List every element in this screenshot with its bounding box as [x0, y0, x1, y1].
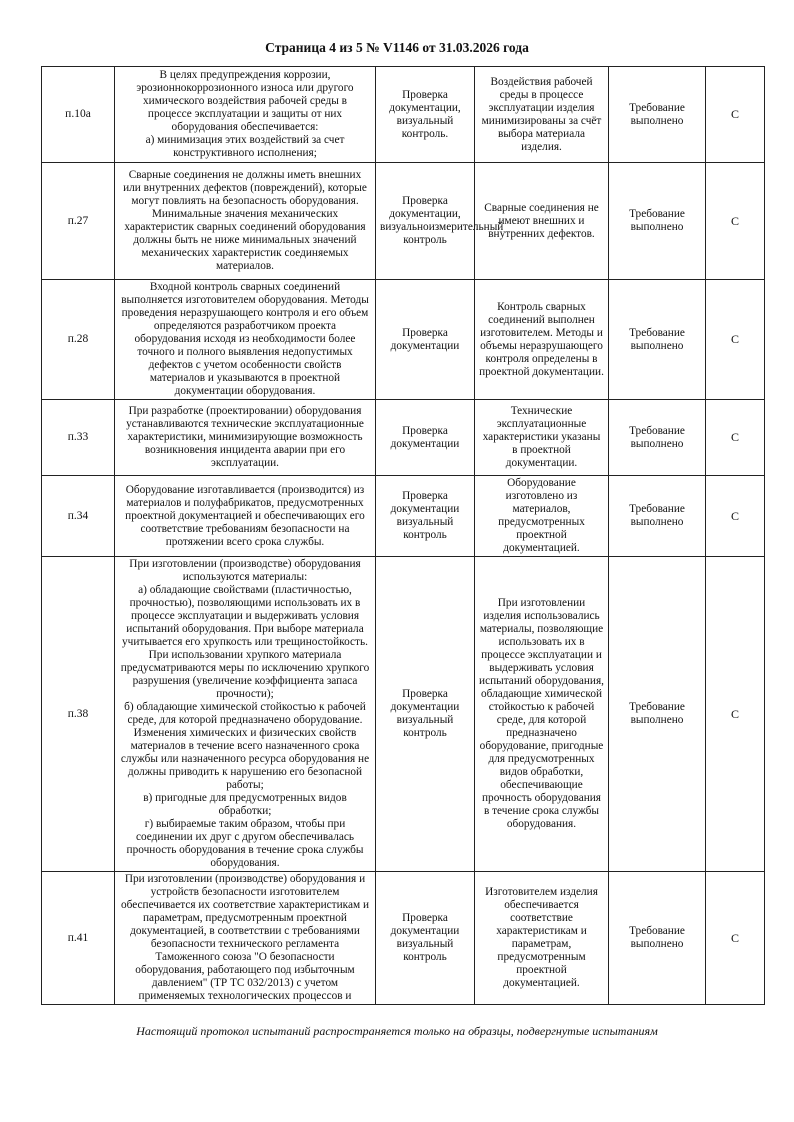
result-cell: Контроль сварных соединений выполнен изготовителем. Методы и объемы неразрушающего контроля определены в проектной документации. — [475, 280, 609, 400]
requirement-cell — [115, 400, 376, 476]
table-row — [42, 557, 765, 872]
mark-cell: С — [706, 476, 765, 557]
method-cell: Проверка документации, визуальный контроль. — [376, 67, 475, 163]
table-row — [42, 476, 765, 557]
requirement-text: При изготовлении (производстве) оборудования используются материалы: а) обладающие свойствами (пластичностью, прочностью), позволяющими использовать их в процессе эксплуатации и выдерживать условия испытаний оборудования. При выборе материала учитывается его хрупкость или трещиностойкость. При использовании хрупкого материала предусматриваются меры по исключению хрупкого разрушения (увеличение коэффициента запаса прочности); б) обладающие химической стойкостью к рабочей среде, для которой предназначено оборудование. Изменения химических и физических свойств материалов в течение всего назначенного срока службы или назначенного ресурса оборудования не должны приводить к нарушению его безопасной работы; в) пригодные для предусмотренных видов обработки; г) выбираемые таким образом, чтобы при соединении их друг с другом обеспечивалась прочность оборудования в течение срока службы оборудования. — [120, 558, 370, 869]
requirement-cell — [115, 280, 376, 400]
clause-cell: п.41 — [42, 872, 115, 1005]
clause-cell: п.33 — [42, 400, 115, 476]
result-cell: Изготовителем изделия обеспечивается соответствие характеристикам и параметрам, предусмотренным проектной документацией. — [475, 872, 609, 1005]
requirement-text: При изготовлении (производстве) оборудования и устройств безопасности изготовителем обеспечивается их соответствие характеристикам и параметрам, предусмотренным проектной документацией, в соответствии с требованиями безопасности технического регламента Таможенного союза "О безопасности оборудования, работающего под избыточным давлением" (ТР ТС 032/2013) с учетом применяемых технологических процессов и — [120, 873, 370, 1002]
requirement-cell — [115, 476, 376, 557]
conclusion-cell: Требование выполнено — [609, 872, 706, 1005]
requirement-text: При разработке (проектировании) оборудования устанавливаются технические эксплуатационные характеристики, минимизирующие возможность возникновения инцидента аварии при его эксплуатации. — [126, 405, 364, 469]
mark-cell: С — [706, 872, 765, 1005]
table-row — [42, 872, 765, 1005]
requirement-cell — [115, 163, 376, 280]
clause-cell: п.38 — [42, 557, 115, 872]
conclusion-cell: Требование выполнено — [609, 280, 706, 400]
result-cell: При изготовлении изделия использовались материалы, позволяющие использовать их в процессе эксплуатации и выдерживать условия испытаний оборудования, обладающие химической стойкостью к рабочей среде, для которой предназначено оборудование, пригодные для предусмотренных видов обработки, обеспечивающие прочность оборудования в течение срока службы оборудования. — [475, 557, 609, 872]
requirement-text: Сварные соединения не должны иметь внешних или внутренних дефектов (повреждений), которые могут повлиять на безопасность оборудования. Минимальные значения механических характеристик сварных соединений оборудования должны быть не ниже минимальных значений механических характеристик соединяемых материалов. — [123, 169, 367, 272]
requirement-text: Входной контроль сварных соединений выполняется изготовителем оборудования. Методы проведения неразрушающего контроля и его объем определяются разработчиком проекта оборудования исходя из необходимости более точного и полного выявления недопустимых дефектов с учетом особенности свойств материалов и указываются в проектной документации оборудования. — [121, 281, 369, 397]
table-row — [42, 67, 765, 163]
method-cell: Проверка документации — [376, 280, 475, 400]
mark-cell: С — [706, 163, 765, 280]
conclusion-cell: Требование выполнено — [609, 67, 706, 163]
conclusion-cell: Требование выполнено — [609, 476, 706, 557]
mark-cell: С — [706, 280, 765, 400]
method-cell: Проверка документации визуальный контроль — [376, 476, 475, 557]
mark-cell: С — [706, 557, 765, 872]
requirement-text: Оборудование изготавливается (производится) из материалов и полуфабрикатов, предусмотренных проектной документацией и обеспечивающих его соответствие требованиям безопасности на протяжении всего срока службы. — [125, 483, 365, 548]
table-row — [42, 400, 765, 476]
method-cell: Проверка документации визуальный контроль — [376, 557, 475, 872]
method-cell: Проверка документации визуальный контроль — [376, 872, 475, 1005]
page-header: Страница 4 из 5 № V1146 от 31.03.2026 года — [265, 40, 529, 55]
mark-cell: С — [706, 400, 765, 476]
method-cell: Проверка документации — [376, 400, 475, 476]
mark-cell: С — [706, 67, 765, 163]
requirement-text: В целях предупреждения коррозии, эрозионнокоррозионного износа или другого химического воздействия рабочей среды в процессе эксплуатации и защиты от них оборудования обеспечивается: а) минимизация этих воздействий за счет конструктивного исполнения; — [136, 69, 354, 159]
result-cell: Оборудование изготовлено из материалов, предусмотренных проектной документацией. — [475, 476, 609, 557]
result-cell: Технические эксплуатационные характеристики указаны в проектной документации. — [475, 400, 609, 476]
requirement-cell — [115, 872, 376, 1005]
clause-cell: п.28 — [42, 280, 115, 400]
result-cell: Воздействия рабочей среды в процессе эксплуатации изделия минимизированы за счёт выбора материала изделия. — [475, 67, 609, 163]
conclusion-cell: Требование выполнено — [609, 163, 706, 280]
clause-cell: п.27 — [42, 163, 115, 280]
table-row — [42, 280, 765, 400]
conclusion-cell: Требование выполнено — [609, 557, 706, 872]
result-cell: Сварные соединения не имеют внешних и внутренних дефектов. — [475, 163, 609, 280]
table-row — [42, 163, 765, 280]
method-cell: Проверка документации, визуальноизмерительный контроль — [376, 163, 475, 280]
requirement-cell — [115, 557, 376, 872]
requirement-cell — [115, 67, 376, 163]
conclusion-cell: Требование выполнено — [609, 400, 706, 476]
footer-note: Настоящий протокол испытаний распространяется только на образцы, подвергнутые испытаниям — [136, 1024, 658, 1038]
clause-cell: п.34 — [42, 476, 115, 557]
test-results-table — [41, 66, 765, 1005]
clause-cell: п.10а — [42, 67, 115, 163]
